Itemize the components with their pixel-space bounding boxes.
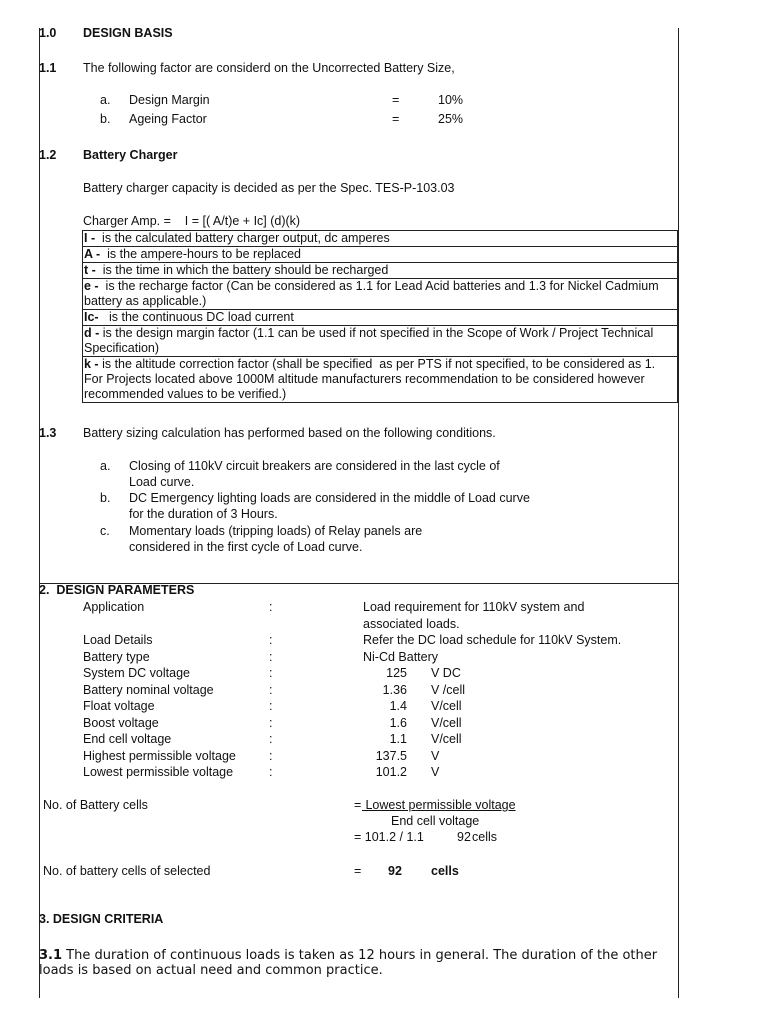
param-label: Load Details: [83, 633, 153, 647]
condition-line: Closing of 110kV circuit breakers are considered in the last cycle of: [129, 459, 500, 473]
condition-line: considered in the first cycle of Load curve.: [129, 540, 363, 554]
definition-text: is the time in which the battery should be recharged: [95, 263, 389, 277]
para-1-1-number: 1.1: [39, 61, 57, 75]
param-value: 1.6: [389, 716, 407, 730]
param-value: associated loads.: [363, 617, 460, 631]
para-3-1-continuation: loads is based on actual need and common practice.: [39, 963, 383, 978]
param-label: Battery nominal voltage: [83, 683, 214, 697]
definition-symbol: e -: [84, 279, 99, 293]
definition-symbol: t -: [84, 263, 96, 277]
definition-row: [83, 279, 678, 310]
definition-row: [83, 247, 678, 263]
param-label: Float voltage: [83, 699, 155, 713]
definition-row: [83, 231, 678, 247]
param-colon: :: [269, 650, 273, 664]
para-1-3-text: Battery sizing calculation has performed based on the following conditions.: [83, 426, 496, 440]
para-3-1: [39, 948, 657, 963]
param-colon: :: [269, 699, 273, 713]
param-label: Application: [83, 600, 145, 614]
definition-row: [83, 357, 678, 403]
param-value: 137.5: [375, 749, 407, 763]
param-label: Boost voltage: [83, 716, 159, 730]
cells-calc-denominator: End cell voltage: [391, 814, 480, 828]
factor-equals: =: [392, 112, 400, 126]
section-1-number: 1.0: [39, 26, 57, 40]
factor-equals: =: [392, 93, 400, 107]
cells-calc-result-unit: cells: [472, 830, 498, 844]
definition-symbol: k -: [84, 357, 99, 371]
param-value: Refer the DC load schedule for 110kV System.: [363, 633, 622, 647]
definition-text: is the altitude correction factor (shall be specified as per PTS if not specified, to be considered as 1. For Projects located above 1000M altitude manufacturers recommendation to be considered however recommended values to be verified.): [84, 357, 659, 401]
right-margin-line: [678, 28, 679, 998]
param-label: System DC voltage: [83, 666, 190, 680]
param-unit: V /cell: [431, 683, 466, 697]
definition-symbol: A -: [84, 247, 101, 261]
selected-cells-label: No. of battery cells of selected: [43, 864, 211, 878]
selected-cells-equals: =: [354, 864, 362, 878]
factor-label: Ageing Factor: [129, 112, 207, 126]
factor-label: Design Margin: [129, 93, 210, 107]
para-1-2-title: Battery Charger: [83, 148, 178, 162]
param-value: 1.36: [382, 683, 407, 697]
param-colon: :: [269, 633, 273, 647]
param-label: End cell voltage: [83, 732, 172, 746]
factor-value: 25%: [438, 112, 464, 126]
definition-row: [83, 310, 678, 326]
param-unit: V/cell: [431, 732, 462, 746]
param-label: Lowest permissible voltage: [83, 765, 234, 779]
definition-symbol: Ic-: [84, 310, 99, 324]
param-label: Battery type: [83, 650, 150, 664]
cells-calc-expression: = 101.2 / 1.1: [354, 830, 424, 844]
condition-letter: b.: [100, 491, 111, 505]
factor-letter: b.: [100, 112, 111, 126]
para-1-3-number: 1.3: [39, 426, 57, 440]
charger-spec-text: Battery charger capacity is decided as per the Spec. TES-P-103.03: [83, 181, 455, 195]
selected-cells-value: 92: [388, 864, 402, 878]
definition-text: is the ampere-hours to be replaced: [100, 247, 302, 261]
param-colon: :: [269, 683, 273, 697]
param-colon: :: [269, 666, 273, 680]
param-colon: :: [269, 765, 273, 779]
param-unit: V/cell: [431, 716, 462, 730]
left-margin-line: [39, 28, 40, 998]
param-colon: :: [269, 716, 273, 730]
param-unit: V: [431, 765, 440, 779]
charger-formula: Charger Amp. = I = [( A/t)e + Ic] (d)(k): [83, 214, 301, 228]
condition-letter: a.: [100, 459, 111, 473]
condition-line: Load curve.: [129, 475, 195, 489]
definition-symbol: I -: [84, 231, 96, 245]
section-3-title: 3. DESIGN CRITERIA: [39, 912, 164, 926]
param-value: Load requirement for 110kV system and: [363, 600, 585, 614]
param-unit: V: [431, 749, 440, 763]
condition-letter: c.: [100, 524, 110, 538]
para-1-1-text: The following factor are considerd on the Uncorrected Battery Size,: [83, 61, 455, 75]
condition-line: DC Emergency lighting loads are considered in the middle of Load curve: [129, 491, 530, 505]
cells-calc-result: 92: [457, 830, 471, 844]
param-colon: :: [269, 749, 273, 763]
definition-text: is the recharge factor (Can be considered as 1.1 for Lead Acid batteries and 1.3 for Nickel Cadmium battery as applicable.): [84, 279, 663, 308]
param-value: Ni-Cd Battery: [363, 650, 439, 664]
param-value: 101.2: [375, 765, 407, 779]
definition-text: is the calculated battery charger output, dc amperes: [95, 231, 390, 245]
definition-row: [83, 263, 678, 279]
param-unit: V/cell: [431, 699, 462, 713]
factor-value: 10%: [438, 93, 464, 107]
section-2-title: 2. DESIGN PARAMETERS: [39, 583, 195, 597]
param-colon: :: [269, 600, 273, 614]
param-value: 1.4: [389, 699, 407, 713]
param-unit: V DC: [431, 666, 461, 680]
para-1-2-number: 1.2: [39, 148, 57, 162]
param-colon: :: [269, 732, 273, 746]
cells-calc-label: No. of Battery cells: [43, 798, 148, 812]
para-3-1-number: 3.1: [39, 948, 63, 963]
condition-line: Momentary loads (tripping loads) of Relay panels are: [129, 524, 423, 538]
section-1-title: DESIGN BASIS: [83, 26, 173, 40]
param-value: 125: [386, 666, 407, 680]
definition-row: [83, 326, 678, 357]
symbol-definitions-table: [82, 230, 678, 403]
definition-text: is the continuous DC load current: [98, 310, 294, 324]
factor-letter: a.: [100, 93, 111, 107]
cells-calc-equals: =: [354, 798, 362, 812]
definition-text: is the design margin factor (1.1 can be used if not specified in the Scope of Work / Project Technical Specification): [84, 326, 657, 355]
condition-line: for the duration of 3 Hours.: [129, 507, 278, 521]
para-3-1-text: The duration of continuous loads is taken as 12 hours in general. The duration of the other: [62, 948, 658, 963]
selected-cells-unit: cells: [431, 864, 459, 878]
cells-calc-numerator: Lowest permissible voltage: [362, 798, 516, 812]
definition-symbol: d -: [84, 326, 100, 340]
param-value: 1.1: [389, 732, 407, 746]
param-label: Highest permissible voltage: [83, 749, 236, 763]
